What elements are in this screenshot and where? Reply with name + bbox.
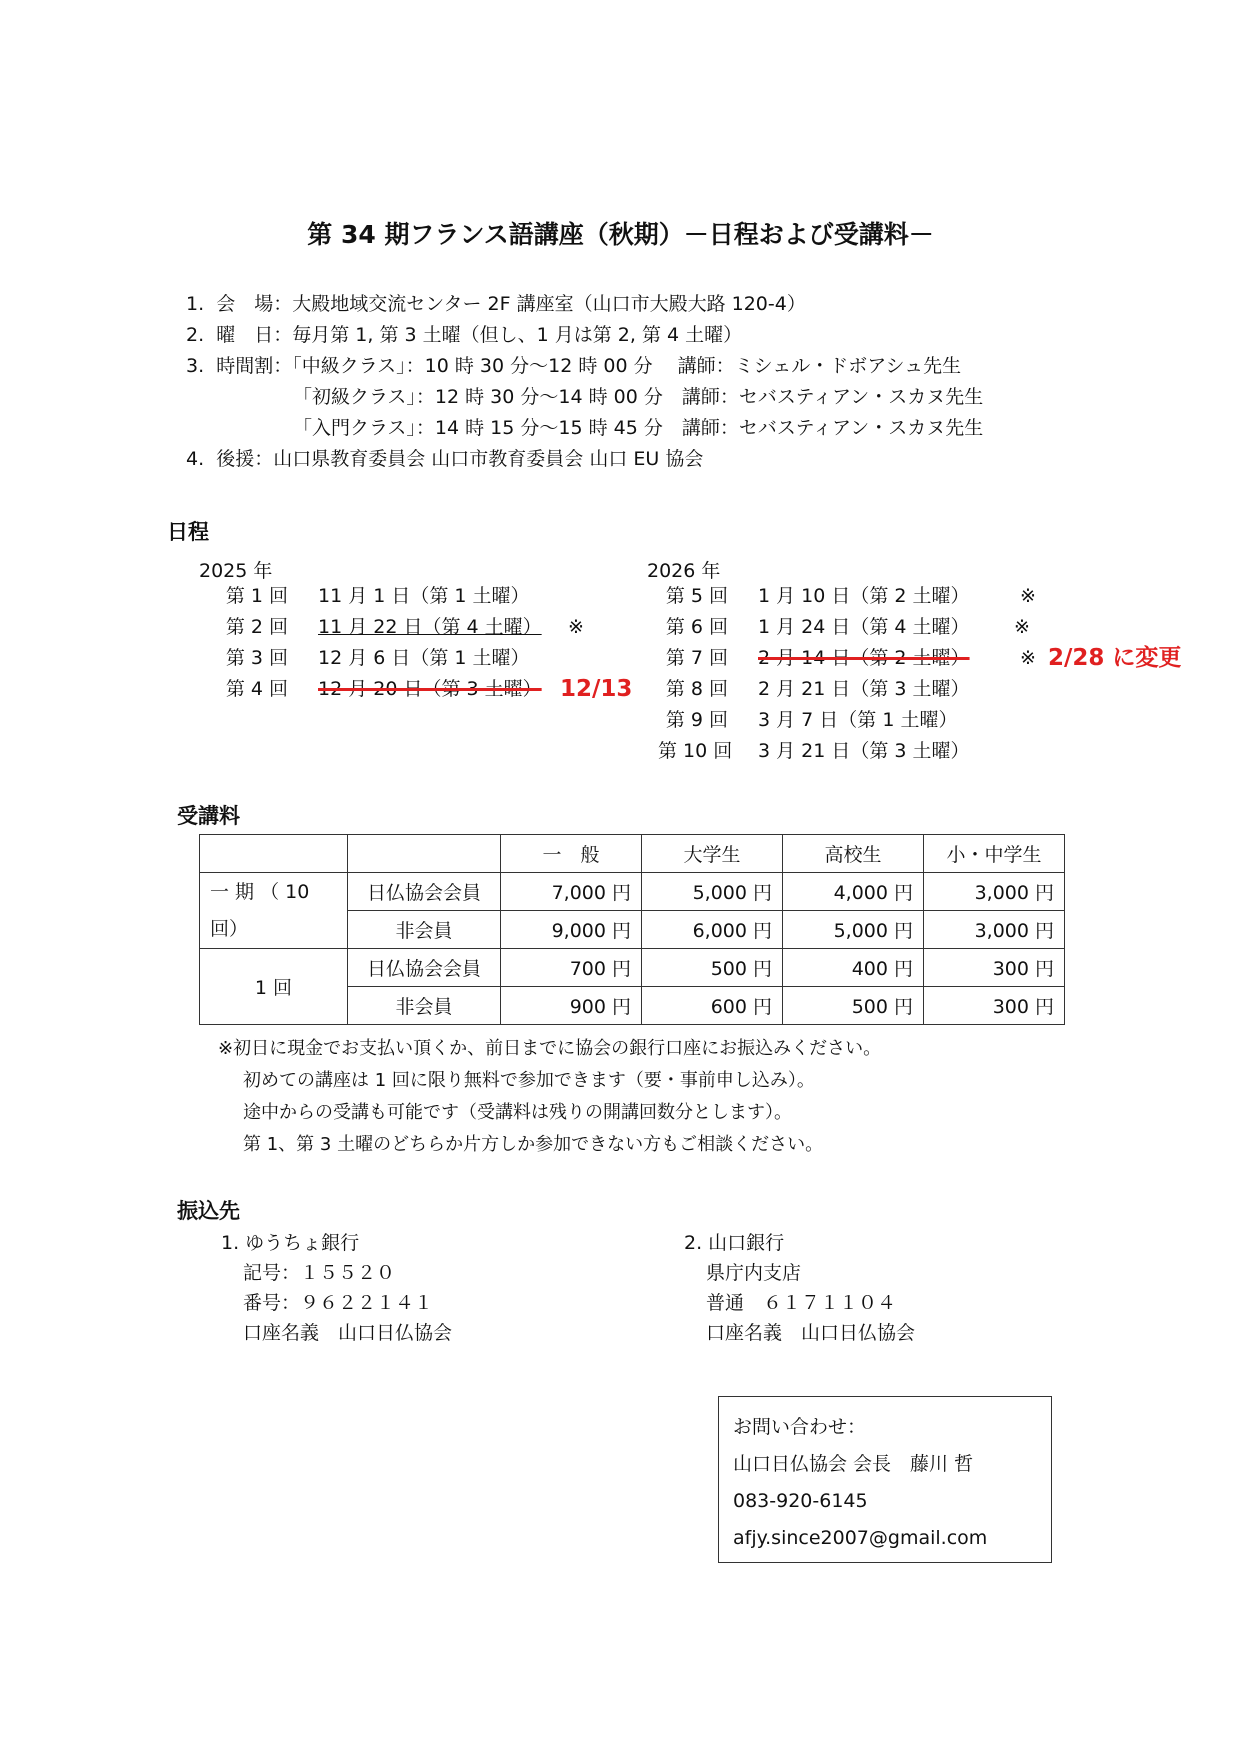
fee-value: 300 円 — [924, 987, 1065, 1025]
note-mark: ※ — [1020, 647, 1036, 669]
date-change-note: 12/13 — [560, 676, 633, 702]
bank-line: 普通 ６１７１１０４ — [706, 1292, 897, 1314]
session-no: 第 4 回 — [225, 678, 288, 700]
schedule-row — [218, 612, 658, 643]
info-item-timetable — [186, 351, 961, 382]
table-cell — [348, 835, 501, 873]
fee-value: 400 円 — [783, 949, 924, 987]
bank-yucho — [221, 1228, 452, 1348]
fee-value: 300 円 — [924, 949, 1065, 987]
table-row — [200, 949, 1065, 987]
session-no: 第 1 回 — [225, 585, 288, 607]
schedule-year-2025: 2025 年 — [199, 560, 273, 582]
session-date: 3 月 7 日（第 1 土曜） — [758, 709, 958, 731]
table-cell — [200, 835, 348, 873]
fee-value: 500 円 — [642, 949, 783, 987]
info-label: 後援： — [216, 448, 274, 470]
fee-value: 700 円 — [501, 949, 642, 987]
bank-line: 記号：１５５２０ — [243, 1262, 396, 1284]
info-item-timetable-intro: 「入門クラス」：14 時 15 分～15 時 45 分 講師：セバスティアン・スカヌ先生 — [293, 417, 984, 439]
info-text: 毎月第 1, 第 3 土曜（但し、1 月は第 2, 第 4 土曜） — [292, 324, 743, 346]
bank-title: 1. ゆうちょ銀行 — [221, 1232, 360, 1254]
session-no: 第 5 回 — [665, 585, 728, 607]
bank-yamaguchi — [684, 1228, 915, 1348]
column-header: 高校生 — [783, 835, 924, 873]
session-date-cancelled: 2 月 14 日（第 2 土曜） — [758, 647, 970, 669]
table-header-row — [200, 835, 1065, 873]
schedule-row — [658, 736, 1218, 767]
fee-note: 初めての講座は 1 回に限り無料で参加できます（要・事前申し込み）。 — [243, 1070, 815, 1091]
info-label: 時間割： — [216, 355, 293, 377]
contact-label: お問い合わせ： — [733, 1416, 867, 1438]
member-type: 非会員 — [348, 911, 501, 949]
note-mark: ※ — [1014, 616, 1030, 638]
info-text: 「中級クラス」：10 時 30 分～12 時 00 分 講師：ミシェル・ドボアシュ先生 — [292, 355, 962, 377]
schedule-row — [658, 581, 1218, 612]
fee-note: 第 1、第 3 土曜のどちらか片方しか参加できない方もご相談ください。 — [243, 1134, 824, 1155]
session-no: 第 7 回 — [665, 647, 728, 669]
session-date-cancelled: 12 月 20 日（第 3 土曜） — [318, 678, 542, 700]
session-date: 2 月 21 日（第 3 土曜） — [758, 678, 970, 700]
schedule-row — [218, 581, 658, 612]
schedule-row — [218, 674, 658, 705]
bank-line: 県庁内支店 — [706, 1262, 802, 1284]
schedule-row — [658, 705, 1218, 736]
schedule-left — [218, 581, 658, 705]
date-change-note: 2/28 に変更 — [1048, 645, 1182, 671]
column-header: 大学生 — [642, 835, 783, 873]
info-text: 山口県教育委員会 山口市教育委員会 山口 EU 協会 — [273, 448, 704, 470]
note-mark: ※ — [1020, 585, 1036, 607]
session-date: 1 月 10 日（第 2 土曜） — [758, 585, 970, 607]
fee-value: 6,000 円 — [642, 911, 783, 949]
fee-note: 途中からの受講も可能です（受講料は残りの開講回数分とします）。 — [243, 1102, 792, 1123]
column-header: 小・中学生 — [924, 835, 1065, 873]
info-item-support — [186, 444, 703, 475]
session-date: 3 月 21 日（第 3 土曜） — [758, 740, 970, 762]
schedule-row — [658, 643, 1218, 674]
schedule-right — [658, 581, 1218, 767]
info-item-days — [186, 320, 742, 351]
group-label: 1 回 — [200, 949, 348, 1025]
schedule-heading: 日程 — [167, 520, 209, 544]
contact-email[interactable]: afjy.since2007@gmail.com — [733, 1527, 988, 1549]
bank-title: 2. 山口銀行 — [684, 1232, 785, 1254]
session-no: 第 8 回 — [665, 678, 728, 700]
session-no: 第 9 回 — [665, 709, 728, 731]
info-label: 曜 日： — [216, 324, 293, 346]
session-no: 第 6 回 — [665, 616, 728, 638]
fee-note: ※初日に現金でお支払い頂くか、前日までに協会の銀行口座にお振込みください。 — [218, 1038, 882, 1059]
session-date: 12 月 6 日（第 1 土曜） — [318, 647, 530, 669]
member-type: 非会員 — [348, 987, 501, 1025]
bank-line: 番号：９６２２１４１ — [243, 1292, 434, 1314]
member-type: 日仏協会会員 — [348, 949, 501, 987]
session-no: 第 10 回 — [658, 740, 733, 762]
note-mark: ※ — [568, 616, 584, 638]
schedule-row — [658, 674, 1218, 705]
fee-value: 5,000 円 — [783, 911, 924, 949]
bank-line: 口座名義 山口日仏協会 — [706, 1322, 916, 1344]
page-title: 第 34 期フランス語講座（秋期）－日程および受講料－ — [307, 220, 934, 249]
session-date: 11 月 22 日（第 4 土曜） — [318, 616, 542, 638]
schedule-row — [658, 612, 1218, 643]
fee-value: 600 円 — [642, 987, 783, 1025]
contact-phone[interactable]: 083-920-6145 — [733, 1490, 868, 1512]
transfer-heading: 振込先 — [177, 1199, 240, 1223]
schedule-row — [218, 643, 658, 674]
contact-box — [718, 1396, 1052, 1563]
contact-name: 山口日仏協会 会長 藤川 哲 — [733, 1453, 974, 1475]
session-date: 11 月 1 日（第 1 土曜） — [318, 585, 530, 607]
info-item-venue — [186, 289, 806, 320]
fee-value: 900 円 — [501, 987, 642, 1025]
info-num: 2. — [186, 324, 205, 346]
info-label: 会 場： — [216, 293, 293, 315]
session-no: 第 3 回 — [225, 647, 288, 669]
fee-value: 500 円 — [783, 987, 924, 1025]
info-num: 1. — [186, 293, 205, 315]
fees-heading: 受講料 — [177, 804, 240, 828]
column-header: 一 般 — [501, 835, 642, 873]
session-date: 1 月 24 日（第 4 土曜） — [758, 616, 970, 638]
info-item-timetable-beginner: 「初級クラス」：12 時 30 分～14 時 00 分 講師：セバスティアン・スカヌ先生 — [293, 386, 984, 408]
fee-value: 7,000 円 — [501, 873, 642, 911]
fee-value: 5,000 円 — [642, 873, 783, 911]
member-type: 日仏協会会員 — [348, 873, 501, 911]
group-label: 一 期 （ 10 回） — [200, 873, 348, 949]
info-num: 4. — [186, 448, 205, 470]
fee-value: 3,000 円 — [924, 911, 1065, 949]
info-num: 3. — [186, 355, 205, 377]
session-no: 第 2 回 — [225, 616, 288, 638]
fee-value: 3,000 円 — [924, 873, 1065, 911]
bank-line: 口座名義 山口日仏協会 — [243, 1322, 453, 1344]
fee-table — [199, 834, 1065, 1025]
table-row — [200, 873, 1065, 911]
fee-value: 9,000 円 — [501, 911, 642, 949]
schedule-year-2026: 2026 年 — [647, 560, 721, 582]
fee-value: 4,000 円 — [783, 873, 924, 911]
info-text: 大殿地域交流センター 2F 講座室（山口市大殿大路 120-4） — [292, 293, 806, 315]
